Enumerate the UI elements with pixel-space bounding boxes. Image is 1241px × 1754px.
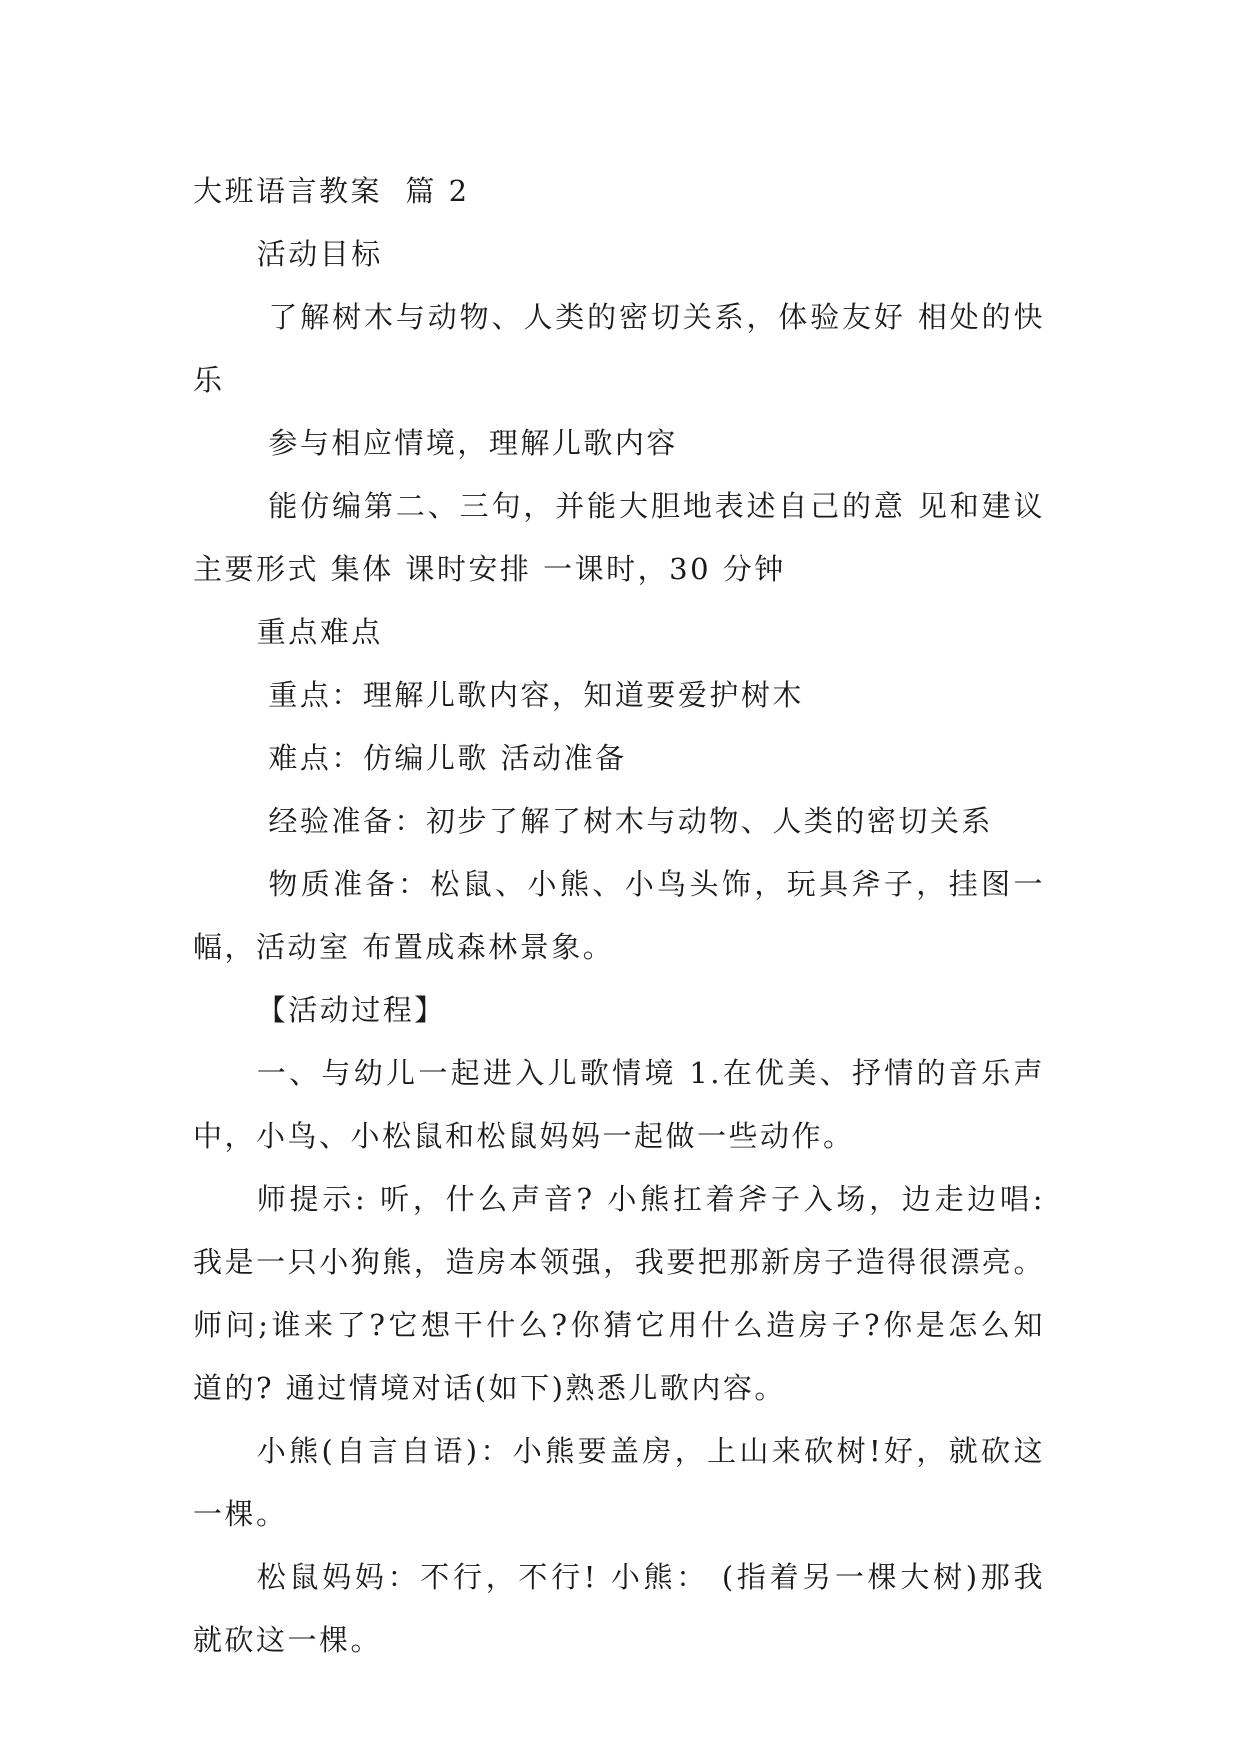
process-step-1: 一、与幼儿一起进入儿歌情境 1.在优美、抒情的音乐声中，小鸟、小松鼠和松鼠妈妈一起做一些动作。 — [193, 1056, 1045, 1153]
difficult-point: 难点：仿编儿歌 活动准备 — [268, 741, 627, 775]
dialogue-bear: 小熊(自言自语)：小熊要盖房，上山来砍树!好，就砍这一棵。 — [193, 1434, 1045, 1531]
dialogue-squirrel-mother: 松鼠妈妈：不行，不行! 小熊： (指着另一棵大树)那我就砍这一棵。 — [193, 1560, 1045, 1657]
goal-item-3: 能仿编第二、三句，并能大胆地表述自己的意 见和建议 主要形式 集体 课时安排 一课时，30 分钟 — [193, 489, 1045, 586]
document-page — [193, 160, 1045, 1672]
goal-item-2: 参与相应情境，理解儿歌内容 — [268, 426, 678, 460]
teacher-prompt: 师提示: 听，什么声音? 小熊扛着斧子入场，边走边唱: 我是一只小狗熊，造房本领强，我要把那新房子造得很漂亮。师问;谁来了?它想干什么?你猜它用什么造房子?你是怎么知道的? 通过情境对话(如下)熟悉儿歌内容。 — [193, 1182, 1045, 1405]
section-heading-goals: 活动目标 — [256, 237, 383, 271]
section-heading-key-points: 重点难点 — [256, 615, 383, 649]
key-point: 重点：理解儿歌内容，知道要爱护树木 — [268, 678, 804, 712]
document-title: 大班语言教案 篇 2 — [193, 174, 470, 208]
material-preparation: 物质准备：松鼠、小熊、小鸟头饰，玩具斧子，挂图一幅，活动室 布置成森林景象。 — [193, 867, 1045, 964]
goal-item-1: 了解树木与动物、人类的密切关系，体验友好 相处的快乐 — [193, 300, 1045, 397]
section-heading-process: 【活动过程】 — [256, 993, 446, 1027]
experience-preparation: 经验准备：初步了解了树木与动物、人类的密切关系 — [268, 804, 993, 838]
